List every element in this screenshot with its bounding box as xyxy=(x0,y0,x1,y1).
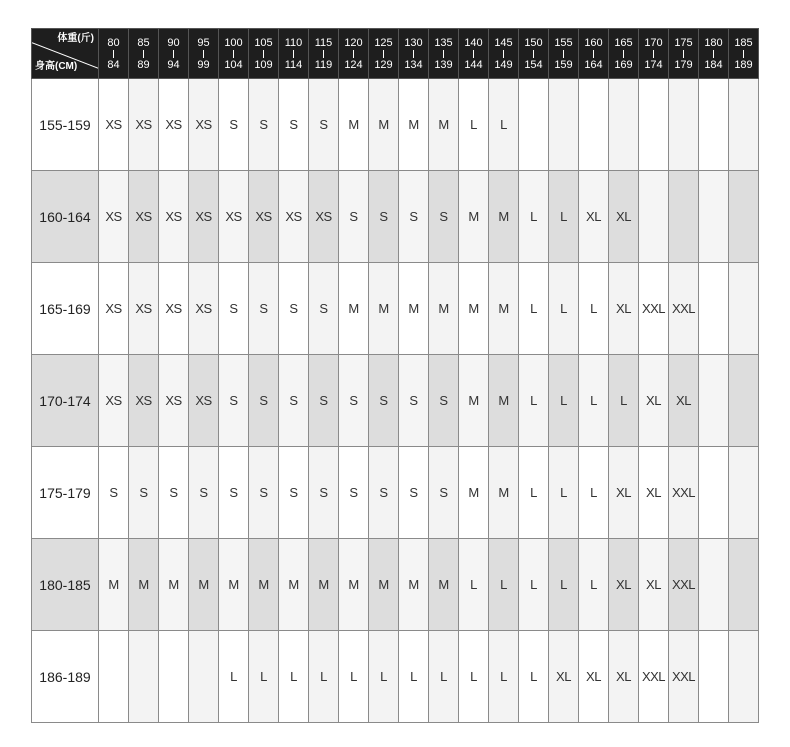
size-cell: M xyxy=(489,171,519,263)
size-cell: M xyxy=(339,79,369,171)
weight-range-to: 144 xyxy=(464,58,483,71)
size-cell xyxy=(729,539,759,631)
size-cell xyxy=(669,79,699,171)
size-cell xyxy=(699,447,729,539)
range-divider xyxy=(713,50,714,58)
weight-range-to: 104 xyxy=(224,58,243,71)
size-cell: XS xyxy=(99,263,129,355)
weight-range-header xyxy=(249,29,279,79)
size-cell: S xyxy=(249,263,279,355)
size-cell: L xyxy=(489,631,519,723)
height-range-cell: 160-164 xyxy=(32,171,99,263)
table-row xyxy=(32,263,759,355)
size-cell: L xyxy=(459,539,489,631)
size-cell: S xyxy=(339,171,369,263)
header-row xyxy=(32,29,759,79)
table-header xyxy=(32,29,759,79)
size-cell: S xyxy=(399,171,429,263)
size-cell: XS xyxy=(129,79,159,171)
size-cell: L xyxy=(519,263,549,355)
size-cell xyxy=(519,79,549,171)
size-cell: M xyxy=(459,447,489,539)
size-cell xyxy=(549,79,579,171)
size-cell xyxy=(669,171,699,263)
size-cell: XL xyxy=(549,631,579,723)
weight-range-header xyxy=(639,29,669,79)
size-cell: XS xyxy=(189,263,219,355)
size-cell: XS xyxy=(99,171,129,263)
size-cell xyxy=(699,79,729,171)
size-cell: XXL xyxy=(639,631,669,723)
weight-range-from: 155 xyxy=(554,36,573,49)
size-cell xyxy=(699,171,729,263)
weight-range-from: 80 xyxy=(107,36,120,49)
size-cell: M xyxy=(399,79,429,171)
weight-range-header xyxy=(579,29,609,79)
weight-range-to: 179 xyxy=(674,58,693,71)
weight-range-header xyxy=(459,29,489,79)
size-cell: XS xyxy=(129,355,159,447)
size-cell xyxy=(729,171,759,263)
table-row xyxy=(32,355,759,447)
size-cell: S xyxy=(369,355,399,447)
weight-range-to: 94 xyxy=(167,58,180,71)
weight-range-from: 125 xyxy=(374,36,393,49)
size-cell: L xyxy=(549,263,579,355)
weight-range-from: 150 xyxy=(524,36,543,49)
size-cell: L xyxy=(519,447,549,539)
size-cell: S xyxy=(219,355,249,447)
size-cell: M xyxy=(429,79,459,171)
size-cell: XS xyxy=(99,355,129,447)
weight-range-to: 154 xyxy=(524,58,543,71)
size-cell: L xyxy=(519,539,549,631)
weight-range-from: 100 xyxy=(224,36,243,49)
size-cell: M xyxy=(459,171,489,263)
weight-range-from: 105 xyxy=(254,36,273,49)
weight-range-header xyxy=(729,29,759,79)
weight-range-from: 115 xyxy=(314,36,333,49)
size-cell: L xyxy=(369,631,399,723)
size-cell xyxy=(129,631,159,723)
size-cell: XL xyxy=(639,539,669,631)
height-range-cell: 165-169 xyxy=(32,263,99,355)
size-cell: XS xyxy=(159,263,189,355)
size-cell: S xyxy=(429,171,459,263)
size-cell: S xyxy=(189,447,219,539)
size-cell: M xyxy=(459,355,489,447)
weight-range-from: 175 xyxy=(674,36,693,49)
height-range-cell: 186-189 xyxy=(32,631,99,723)
size-cell: M xyxy=(399,263,429,355)
weight-range-to: 109 xyxy=(254,58,273,71)
size-cell: XS xyxy=(189,171,219,263)
weight-range-to: 189 xyxy=(734,58,753,71)
size-cell: XS xyxy=(249,171,279,263)
size-cell: XS xyxy=(129,263,159,355)
size-cell: XL xyxy=(609,263,639,355)
size-cell: M xyxy=(309,539,339,631)
size-cell: S xyxy=(219,447,249,539)
weight-range-header xyxy=(369,29,399,79)
size-cell: L xyxy=(579,447,609,539)
weight-range-to: 89 xyxy=(137,58,150,71)
size-cell: L xyxy=(489,79,519,171)
weight-range-from: 110 xyxy=(284,36,303,49)
size-cell xyxy=(729,79,759,171)
size-cell: L xyxy=(459,631,489,723)
size-cell: L xyxy=(549,447,579,539)
size-cell: L xyxy=(579,539,609,631)
weight-range-from: 165 xyxy=(614,36,633,49)
size-cell: L xyxy=(579,263,609,355)
size-cell xyxy=(699,263,729,355)
table-row xyxy=(32,447,759,539)
height-range-cell: 180-185 xyxy=(32,539,99,631)
size-cell xyxy=(639,79,669,171)
size-cell: XS xyxy=(159,355,189,447)
weight-range-from: 185 xyxy=(734,36,753,49)
weight-range-to: 119 xyxy=(314,58,333,71)
size-cell xyxy=(729,263,759,355)
size-cell: M xyxy=(339,539,369,631)
range-divider xyxy=(473,50,474,58)
size-cell xyxy=(579,79,609,171)
size-cell xyxy=(699,355,729,447)
size-cell xyxy=(729,631,759,723)
size-cell xyxy=(639,171,669,263)
size-cell: S xyxy=(279,79,309,171)
size-cell: L xyxy=(459,79,489,171)
size-cell: XL xyxy=(639,447,669,539)
weight-range-from: 120 xyxy=(344,36,363,49)
size-cell: XL xyxy=(609,539,639,631)
size-cell: XL xyxy=(579,631,609,723)
range-divider xyxy=(743,50,744,58)
weight-range-from: 85 xyxy=(137,36,150,49)
size-cell: L xyxy=(549,355,579,447)
weight-range-from: 95 xyxy=(197,36,210,49)
weight-range-header xyxy=(309,29,339,79)
weight-range-header xyxy=(429,29,459,79)
size-cell: M xyxy=(489,355,519,447)
weight-range-to: 149 xyxy=(494,58,513,71)
size-cell: S xyxy=(219,263,249,355)
size-cell: XS xyxy=(159,171,189,263)
size-cell: L xyxy=(519,171,549,263)
table-body xyxy=(32,79,759,723)
weight-range-header xyxy=(609,29,639,79)
size-cell: M xyxy=(219,539,249,631)
size-cell: XL xyxy=(639,355,669,447)
weight-range-header xyxy=(699,29,729,79)
weight-range-header xyxy=(159,29,189,79)
size-cell xyxy=(699,631,729,723)
height-range-cell: 170-174 xyxy=(32,355,99,447)
weight-range-to: 139 xyxy=(434,58,453,71)
weight-range-to: 164 xyxy=(584,58,603,71)
size-cell xyxy=(99,631,129,723)
corner-header-cell xyxy=(32,29,99,79)
range-divider xyxy=(263,50,264,58)
size-cell xyxy=(729,355,759,447)
size-cell: M xyxy=(279,539,309,631)
size-cell: L xyxy=(309,631,339,723)
table-row xyxy=(32,79,759,171)
range-divider xyxy=(623,50,624,58)
size-cell: L xyxy=(219,631,249,723)
size-cell: XS xyxy=(219,171,249,263)
size-cell: L xyxy=(549,539,579,631)
weight-range-to: 134 xyxy=(404,58,423,71)
size-cell: L xyxy=(519,355,549,447)
size-cell: S xyxy=(249,447,279,539)
size-cell: S xyxy=(159,447,189,539)
size-cell: XS xyxy=(189,79,219,171)
size-cell: M xyxy=(189,539,219,631)
size-cell: XL xyxy=(609,631,639,723)
size-cell: XL xyxy=(609,447,639,539)
size-cell: M xyxy=(99,539,129,631)
weight-range-to: 174 xyxy=(644,58,663,71)
size-cell: S xyxy=(219,79,249,171)
size-cell: M xyxy=(249,539,279,631)
size-cell: S xyxy=(399,447,429,539)
size-cell: M xyxy=(429,263,459,355)
size-cell: S xyxy=(399,355,429,447)
weight-range-from: 140 xyxy=(464,36,483,49)
size-cell xyxy=(729,447,759,539)
table-row xyxy=(32,631,759,723)
weight-range-from: 130 xyxy=(404,36,423,49)
weight-range-to: 84 xyxy=(107,58,120,71)
size-cell: M xyxy=(489,447,519,539)
size-cell xyxy=(159,631,189,723)
size-cell: L xyxy=(609,355,639,447)
size-cell: XS xyxy=(309,171,339,263)
weight-range-header xyxy=(519,29,549,79)
size-cell: L xyxy=(519,631,549,723)
size-cell: S xyxy=(339,447,369,539)
weight-range-header xyxy=(129,29,159,79)
size-cell: S xyxy=(249,355,279,447)
size-cell: M xyxy=(129,539,159,631)
weight-range-from: 170 xyxy=(644,36,663,49)
weight-range-to: 99 xyxy=(197,58,210,71)
range-divider xyxy=(383,50,384,58)
size-cell: S xyxy=(429,355,459,447)
weight-range-to: 114 xyxy=(284,58,303,71)
weight-range-header xyxy=(279,29,309,79)
weight-range-to: 129 xyxy=(374,58,393,71)
weight-range-header xyxy=(189,29,219,79)
range-divider xyxy=(113,50,114,58)
weight-range-to: 184 xyxy=(704,58,723,71)
range-divider xyxy=(173,50,174,58)
size-cell: S xyxy=(249,79,279,171)
size-cell xyxy=(699,539,729,631)
range-divider xyxy=(323,50,324,58)
size-cell xyxy=(189,631,219,723)
size-cell: S xyxy=(369,171,399,263)
weight-range-header xyxy=(219,29,249,79)
range-divider xyxy=(143,50,144,58)
range-divider xyxy=(593,50,594,58)
size-cell: S xyxy=(99,447,129,539)
size-cell: S xyxy=(129,447,159,539)
size-cell: XS xyxy=(279,171,309,263)
size-cell: XS xyxy=(129,171,159,263)
size-cell: S xyxy=(279,447,309,539)
weight-range-to: 159 xyxy=(554,58,573,71)
weight-range-to: 169 xyxy=(614,58,633,71)
size-cell: XL xyxy=(669,355,699,447)
weight-range-from: 160 xyxy=(584,36,603,49)
size-cell: M xyxy=(489,263,519,355)
size-cell: S xyxy=(309,447,339,539)
weight-range-header xyxy=(549,29,579,79)
size-cell: M xyxy=(339,263,369,355)
size-cell: XS xyxy=(159,79,189,171)
size-cell: XXL xyxy=(669,631,699,723)
size-cell: S xyxy=(309,79,339,171)
weight-range-from: 145 xyxy=(494,36,513,49)
size-cell: M xyxy=(159,539,189,631)
table-row xyxy=(32,171,759,263)
range-divider xyxy=(533,50,534,58)
size-cell: M xyxy=(399,539,429,631)
range-divider xyxy=(443,50,444,58)
range-divider xyxy=(203,50,204,58)
size-cell: S xyxy=(429,447,459,539)
weight-range-header xyxy=(669,29,699,79)
size-cell: XXL xyxy=(639,263,669,355)
range-divider xyxy=(353,50,354,58)
table-row xyxy=(32,539,759,631)
range-divider xyxy=(413,50,414,58)
weight-range-header xyxy=(339,29,369,79)
size-cell: L xyxy=(489,539,519,631)
size-cell: S xyxy=(369,447,399,539)
size-cell: L xyxy=(339,631,369,723)
size-cell: M xyxy=(369,539,399,631)
size-cell: S xyxy=(309,263,339,355)
weight-range-header xyxy=(489,29,519,79)
range-divider xyxy=(233,50,234,58)
range-divider xyxy=(563,50,564,58)
range-divider xyxy=(503,50,504,58)
size-cell: M xyxy=(369,79,399,171)
size-cell: M xyxy=(459,263,489,355)
size-cell: XXL xyxy=(669,263,699,355)
weight-range-from: 180 xyxy=(704,36,723,49)
size-cell: XXL xyxy=(669,447,699,539)
weight-range-to: 124 xyxy=(344,58,363,71)
height-axis-label: 身高(CM) xyxy=(35,61,78,72)
size-cell: L xyxy=(429,631,459,723)
size-cell: S xyxy=(279,263,309,355)
size-chart-table xyxy=(31,28,759,723)
size-cell: S xyxy=(309,355,339,447)
size-cell: L xyxy=(279,631,309,723)
range-divider xyxy=(653,50,654,58)
size-cell: S xyxy=(339,355,369,447)
size-cell: XL xyxy=(579,171,609,263)
weight-range-header xyxy=(99,29,129,79)
size-cell: XL xyxy=(609,171,639,263)
size-cell: XS xyxy=(189,355,219,447)
weight-range-from: 135 xyxy=(434,36,453,49)
range-divider xyxy=(293,50,294,58)
size-cell: M xyxy=(429,539,459,631)
size-cell: L xyxy=(549,171,579,263)
height-range-cell: 175-179 xyxy=(32,447,99,539)
size-cell: L xyxy=(399,631,429,723)
size-cell xyxy=(609,79,639,171)
size-cell: L xyxy=(249,631,279,723)
weight-range-from: 90 xyxy=(167,36,180,49)
size-cell: S xyxy=(279,355,309,447)
height-range-cell: 155-159 xyxy=(32,79,99,171)
weight-range-header xyxy=(399,29,429,79)
size-cell: L xyxy=(579,355,609,447)
weight-axis-label: 体重(斤) xyxy=(57,33,94,44)
size-cell: XXL xyxy=(669,539,699,631)
range-divider xyxy=(683,50,684,58)
size-cell: XS xyxy=(99,79,129,171)
size-cell: M xyxy=(369,263,399,355)
